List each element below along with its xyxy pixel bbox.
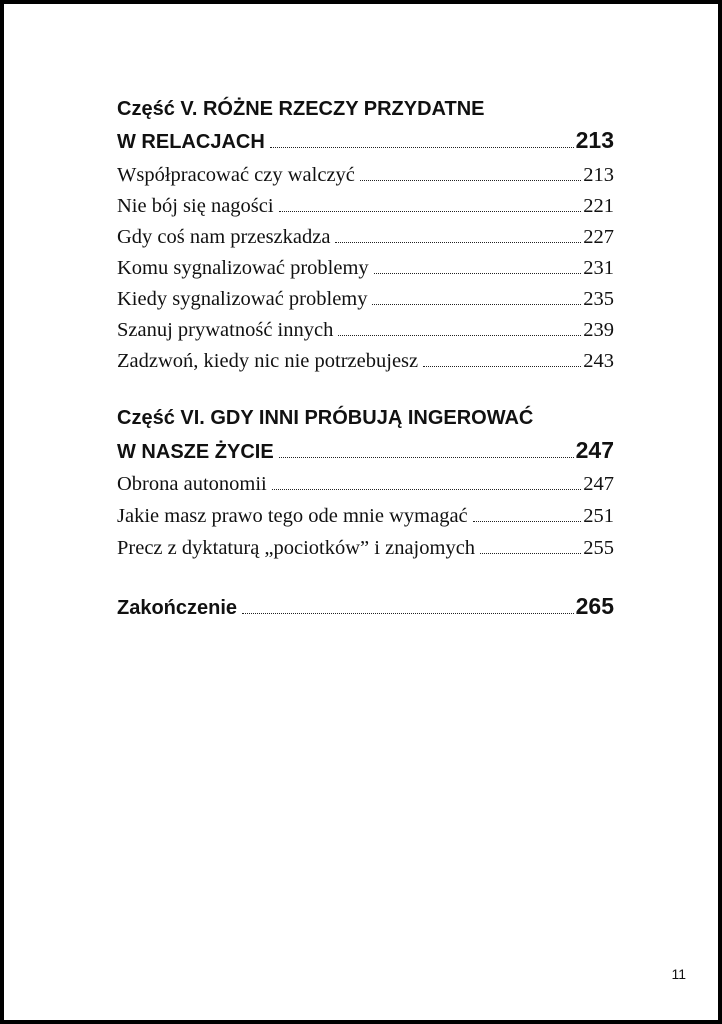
- part-heading-line1: Część V. RÓŻNE RZECZY PRZYDATNE: [117, 98, 485, 120]
- page-number: 11: [671, 966, 686, 982]
- toc-entry: [117, 500, 614, 532]
- part-page-number: 213: [575, 127, 614, 153]
- toc-entry-page: 213: [583, 164, 614, 186]
- toc-closing: [117, 590, 614, 624]
- toc-entry-title: Gdy coś nam przeszkadza: [117, 226, 331, 248]
- toc-entry-page: 221: [583, 195, 614, 217]
- toc-entry-title: Komu sygnalizować problemy: [117, 257, 369, 279]
- closing-page-number: 265: [575, 593, 614, 619]
- toc-entry: [117, 346, 614, 377]
- toc-entry-page: 235: [583, 288, 614, 310]
- toc-entry-title: Współpracować czy walczyć: [117, 164, 355, 186]
- toc-entry-title: Nie bój się nagości: [117, 195, 274, 217]
- part-heading-row: [117, 434, 614, 468]
- toc-entry-page: 239: [583, 319, 614, 341]
- toc-entries: [117, 160, 614, 377]
- toc-entry-title: Szanuj prywatność innych: [117, 319, 334, 341]
- dot-leader: [279, 457, 574, 458]
- toc-entry: [117, 315, 614, 346]
- toc-entry: [117, 532, 614, 564]
- toc-entry-title: Zadzwoń, kiedy nic nie potrzebujesz: [117, 350, 419, 372]
- dot-leader: [242, 613, 574, 614]
- toc-entry-title: Precz z dyktaturą „pociotków” i znajomych: [117, 537, 476, 559]
- dot-leader: [272, 489, 582, 490]
- toc-entry-page: 255: [583, 537, 614, 559]
- dot-leader: [279, 211, 582, 212]
- dot-leader: [374, 273, 582, 274]
- dot-leader: [338, 335, 581, 336]
- toc-entry-page: 227: [583, 226, 614, 248]
- dot-leader: [473, 521, 582, 522]
- toc-entry-page: 243: [583, 350, 614, 372]
- part-heading-line2: W NASZE ŻYCIE: [117, 441, 274, 463]
- toc-part-6: [117, 402, 614, 564]
- toc-entry-title: Kiedy sygnalizować problemy: [117, 288, 368, 310]
- toc-entry-page: 247: [583, 473, 614, 495]
- toc-entry-page: 251: [583, 505, 614, 527]
- part-page-number: 247: [575, 437, 614, 463]
- closing-row: [117, 590, 614, 624]
- toc-entry: [117, 191, 614, 222]
- toc-part-5: [117, 94, 614, 377]
- dot-leader: [372, 304, 581, 305]
- toc-entry: [117, 222, 614, 253]
- toc-entry-page: 231: [583, 257, 614, 279]
- part-heading-row: [117, 125, 614, 158]
- dot-leader: [270, 147, 574, 148]
- toc-entry: [117, 284, 614, 315]
- toc-entries: [117, 468, 614, 564]
- toc-entry: [117, 253, 614, 284]
- dot-leader: [480, 553, 581, 554]
- part-heading-line2: W RELACJACH: [117, 131, 265, 153]
- dot-leader: [423, 366, 581, 367]
- dot-leader: [335, 242, 581, 243]
- toc-entry: [117, 160, 614, 191]
- dot-leader: [360, 180, 581, 181]
- toc-entry: [117, 468, 614, 500]
- closing-title: Zakończenie: [117, 597, 238, 619]
- toc-entry-title: Obrona autonomii: [117, 473, 267, 495]
- toc-entry-title: Jakie masz prawo tego ode mnie wymagać: [117, 505, 468, 527]
- part-heading-line1: Część VI. GDY INNI PRÓBUJĄ INGEROWAĆ: [117, 407, 534, 429]
